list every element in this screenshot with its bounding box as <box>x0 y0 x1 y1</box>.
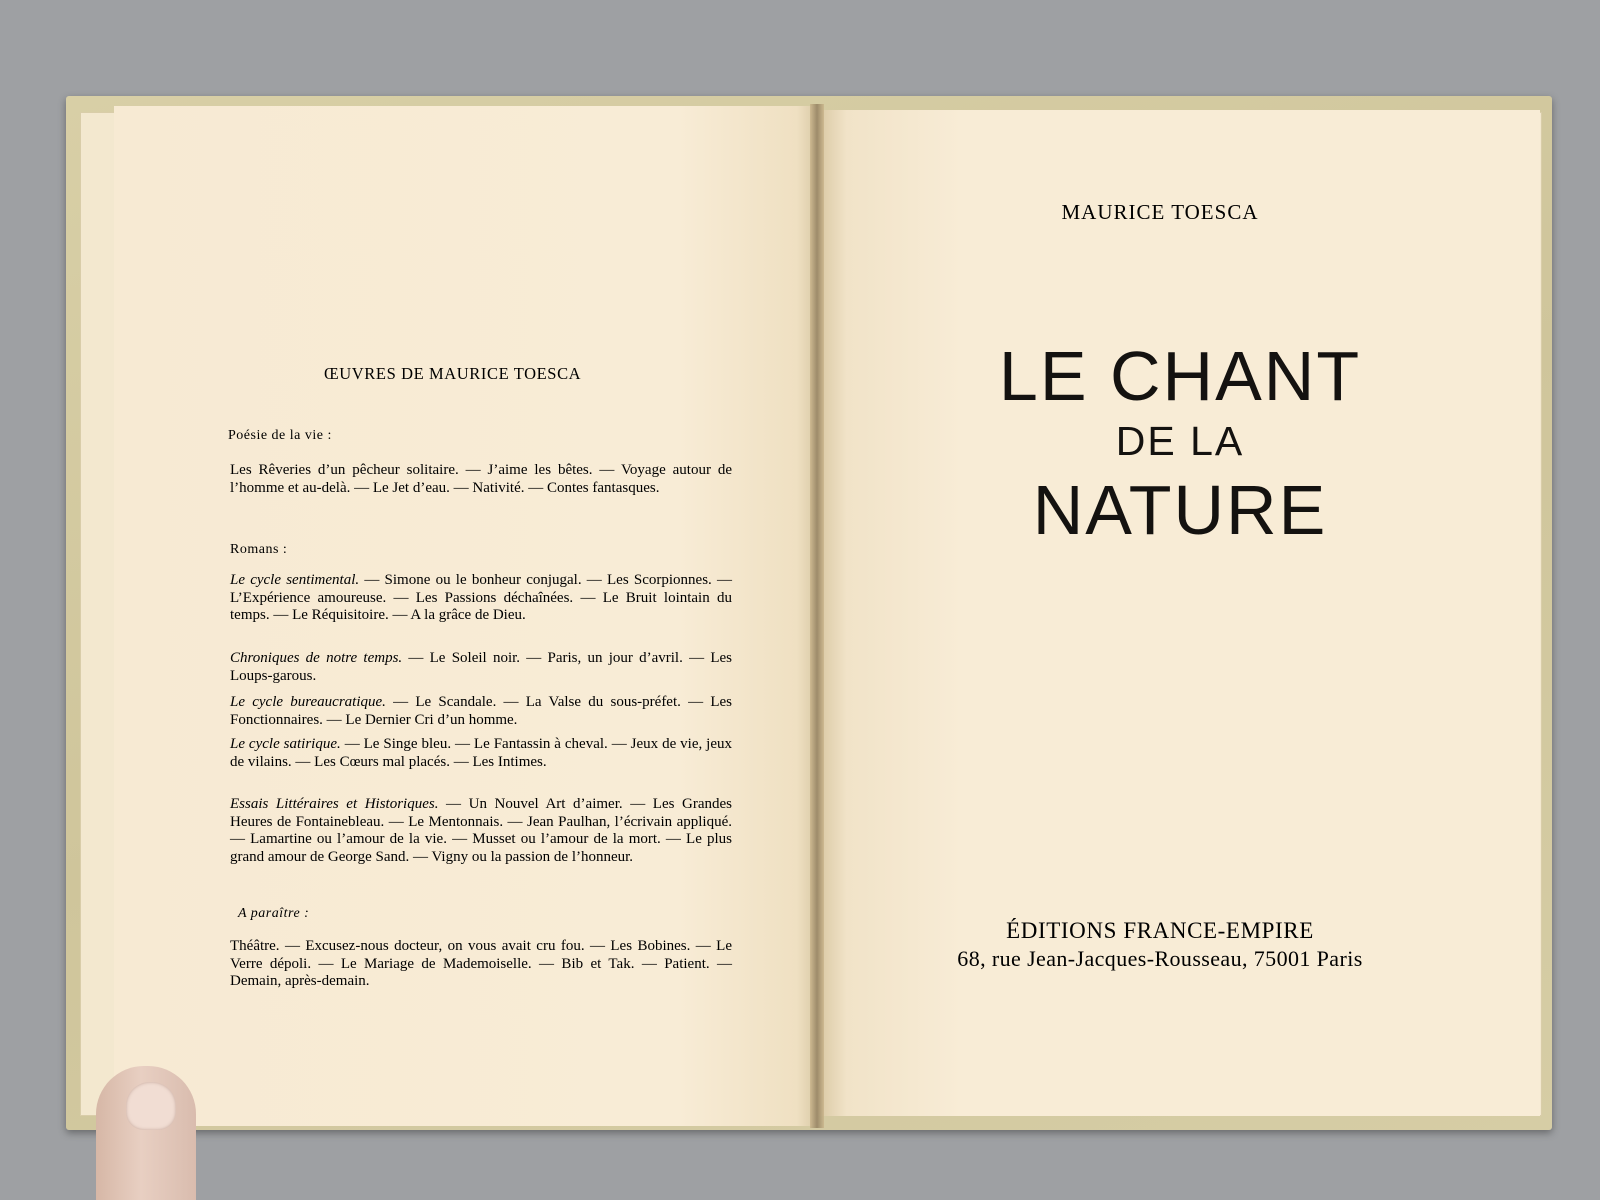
works-heading: ŒUVRES DE MAURICE TOESCA <box>324 364 582 383</box>
paragraph-lead: Le cycle sentimental. <box>230 572 360 588</box>
publisher-address: 68, rue Jean-Jacques-Rousseau, 75001 Paris <box>957 946 1363 971</box>
paragraph-text: — Le Soleil noir. — Paris, un jour d’avril. — Les Loups-garous. <box>230 650 732 684</box>
book-title-line-2: DE LA <box>1115 418 1245 464</box>
paragraph-cycle-sentimental <box>230 572 732 625</box>
paragraph-text: — Un Nouvel Art d’aimer. — Les Grandes Heures de Fontainebleau. — Le Mentonnais. — Jean Paulhan, l’écrivain appliqué. — Lamartine ou l’amour de la vie. — Musset ou l’amour de la mort. — Le plus grand amour de George Sand. — Vigny ou la passion de l’honneur. <box>230 796 732 865</box>
author-name: MAURICE TOESCA <box>1061 200 1259 224</box>
paragraph-cycle-satirique <box>230 736 732 771</box>
paragraph-cycle-bureaucratique <box>230 694 732 729</box>
book-spine <box>810 104 824 1128</box>
book-title-line-1: LE CHANT <box>998 337 1362 415</box>
paragraph-essais <box>230 796 732 866</box>
paragraph-lead: Chroniques de notre temps. <box>230 650 403 666</box>
paragraph-lead: Le cycle satirique. <box>230 736 341 752</box>
thumbnail-nail <box>126 1082 176 1130</box>
book-title-line-3: NATURE <box>1032 471 1328 549</box>
paragraph-lead: Le cycle bureaucratique. <box>230 694 386 710</box>
paragraph-poesie: Les Rêveries d’un pêcheur solitaire. — J’aime les bêtes. — Voyage autour de l’homme et au-delà. — Le Jet d’eau. — Nativité. — Contes fantasques. <box>230 462 732 496</box>
thumb <box>96 1066 196 1200</box>
paragraph-text: — Le Scandale. — La Valse du sous-préfet. — Les Fonctionnaires. — Le Dernier Cri d’un homme. <box>230 694 732 728</box>
paragraph-theatre <box>230 938 732 991</box>
section-heading-a-paraitre: A paraître : <box>238 906 310 921</box>
publisher-name: ÉDITIONS FRANCE-EMPIRE <box>1006 918 1314 943</box>
section-heading-romans: Romans : <box>230 542 288 557</box>
paragraph-text: — Simone ou le bonheur conjugal. — Les Scorpionnes. — L’Expérience amoureuse. — Les Passions déchaînées. — Le Bruit lointain du temps. — Le Réquisitoire. — A la grâce de Dieu. <box>230 572 732 623</box>
paragraph-chroniques <box>230 650 732 685</box>
section-heading-poesie: Poésie de la vie : <box>228 428 332 443</box>
paragraph-text: — Excusez-nous docteur, on vous avait cru fou. — Les Bobines. — Le Verre dépoli. — Le Mariage de Mademoiselle. — Bib et Tak. — Patient. — Demain, après-demain. <box>230 938 732 989</box>
paragraph-lead: Essais Littéraires et Historiques. <box>230 796 439 812</box>
paragraph-text: — Le Singe bleu. — Le Fantassin à cheval. — Jeux de vie, jeux de vilains. — Les Cœurs mal placés. — Les Intimes. <box>230 736 733 770</box>
paragraph-lead: Théâtre. <box>230 938 280 954</box>
